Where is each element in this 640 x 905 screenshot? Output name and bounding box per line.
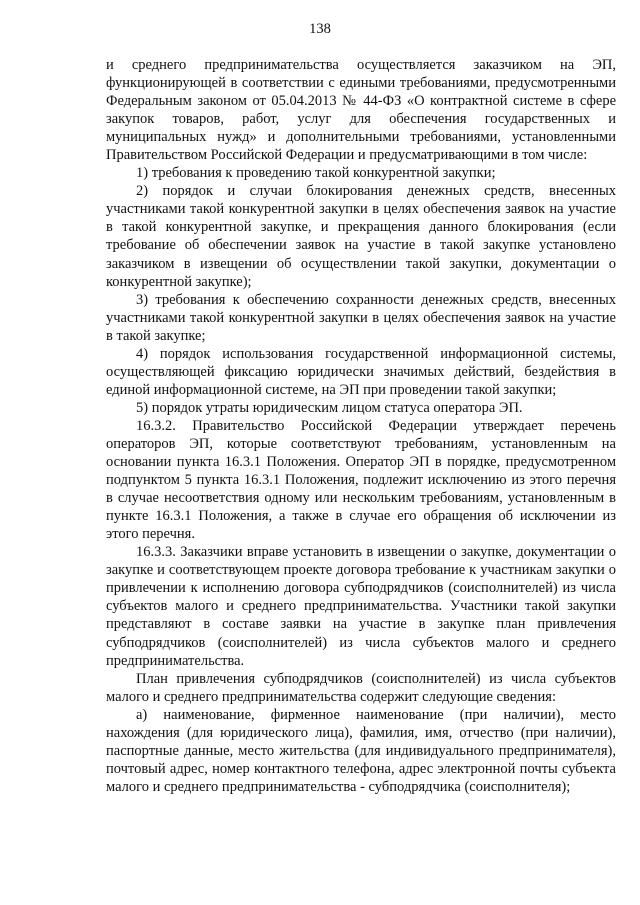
paragraph-16-3-2: 16.3.2. Правительство Российской Федерации утверждает перечень операторов ЭП, которые соответствуют требованиям, установленным на основании пункта 16.3.1 Положения. Оператор ЭП в порядке, предусмотренном подпунктом 5 пункта 16.3.1 Положения, подлежит исключению из этого перечня в случае несоответствия одному или нескольким требованиям, установленным в пункте 16.3.1 Положения, а также в случае его обращения об исключении из этого перечня. (106, 417, 616, 543)
paragraph-intro: и среднего предпринимательства осуществляется заказчиком на ЭП, функционирующей в соответствии с едиными требованиями, предусмотренными Федеральным законом от 05.04.2013 № 44-ФЗ «О контрактной системе в сфере закупок товаров, работ, услуг для обеспечения государственных и муниципальных нужд» и дополнительными требованиями, установленными Правительством Российской Федерации и предусматривающими в том числе: (106, 57, 616, 164)
paragraph-item-2: 2) порядок и случаи блокирования денежных средств, внесенных участниками такой конкурентной закупки в целях обеспечения заявок на участие в такой конкурентной закупке, и прекращения данного блокирования (если требование об обеспечении заявок на участие в такой закупке установлено заказчиком в извещении об осуществлении такой закупки, документации о конкурентной закупке); (106, 183, 616, 290)
paragraph-item-1: 1) требования к проведению такой конкурентной закупки; (136, 165, 496, 182)
document-body (106, 56, 616, 796)
paragraph-item-a: а) наименование, фирменное наименование (при наличии), место нахождения (для юридического лица), фамилия, имя, отчество (при наличии), паспортные данные, место жительства (для индивидуального предпринимателя), почтовый адрес, номер контактного телефона, адрес электронной почты субъекта малого и среднего предпринимательства - субподрядчика (соисполнителя); (106, 706, 616, 795)
paragraph-plan-intro: План привлечения субподрядчиков (соисполнителей) из числа субъектов малого и среднего предпринимательства содержит следующие сведения: (106, 670, 616, 705)
paragraph-16-3-3: 16.3.3. Заказчики вправе установить в извещении о закупке, документации о закупке и соответствующем проекте договора требование к участникам закупки о привлечении к исполнению договора субподрядчиков (соисполнителей) из числа субъектов малого и среднего предпринимательства. Участники такой закупки представляют в составе заявки на участие в закупке план привлечения субподрядчиков (соисполнителей) из числа субъектов малого и среднего предпринимательства. (106, 544, 616, 669)
paragraph-item-4: 4) порядок использования государственной информационной системы, осуществляющей фиксацию юридически значимых действий, бездействия в единой информационной системе, на ЭП при проведении такой закупки; (106, 345, 616, 398)
page-number: 138 (309, 21, 331, 37)
paragraph-item-5: 5) порядок утраты юридическим лицом статуса оператора ЭП. (136, 399, 523, 416)
paragraph-item-3: 3) требования к обеспечению сохранности денежных средств, внесенных участниками такой конкурентной закупки в целях обеспечения заявок на участие в такой закупке; (106, 291, 616, 344)
